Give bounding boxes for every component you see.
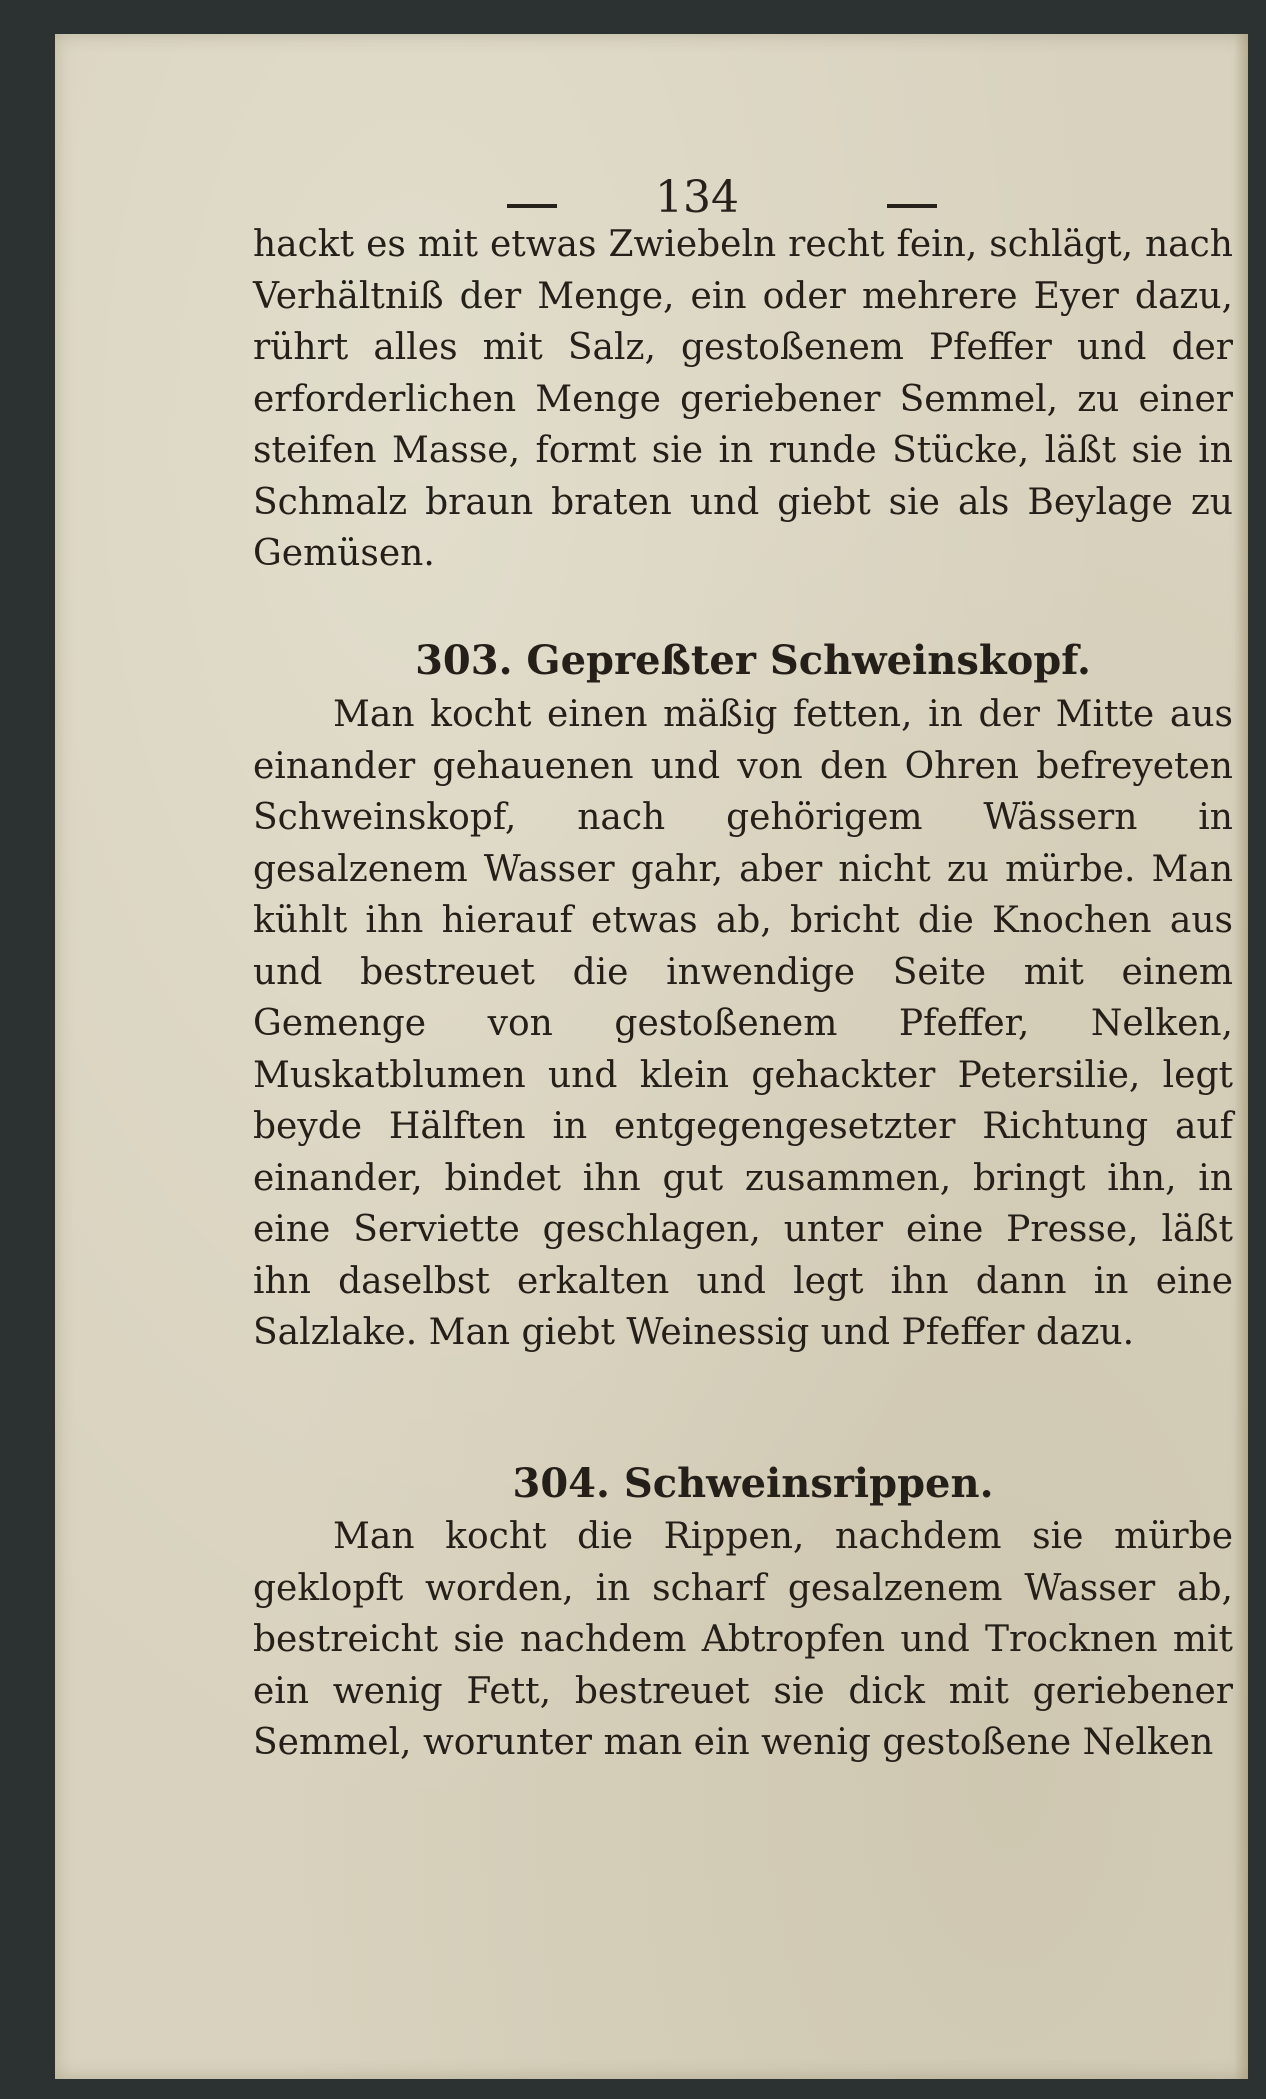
text-block-recipe-304 bbox=[253, 1511, 1233, 1769]
recipe-heading-303: 303. Gepreßter Schweinskopf. bbox=[415, 637, 1091, 684]
header-dash-left bbox=[507, 204, 557, 208]
text-block-continuation bbox=[253, 219, 1233, 580]
text-block-recipe-303 bbox=[253, 689, 1233, 1359]
book-page bbox=[55, 34, 1248, 2079]
recipe-body-304: Man kocht die Rippen, nachdem sie mürbe geklopft worden, in scharf gesalzenem Wasser ab, bestreicht sie nachdem Abtropfen und Trocknen mit ein wenig Fett, bestreuet sie dick mit geriebener Semmel, worunter man ein wenig gestoßene Nelken bbox=[253, 1516, 1233, 1763]
page-edge-shadow bbox=[1234, 34, 1248, 2079]
recipe-heading-304: 304. Schweinsrippen. bbox=[512, 1460, 994, 1507]
page-header bbox=[55, 164, 1248, 224]
recipe-body-303: Man kocht einen mäßig fetten, in der Mitte aus einander gehauenen und von den Ohren befreyeten Schweinskopf, nach gehörigem Wässern in gesalzenem Wasser gahr, aber nicht zu mürbe. Man kühlt ihn hierauf etwas ab, bricht die Knochen aus und bestreuet die inwendige Seite mit einem Gemenge von gestoßenem Pfeffer, Nelken, Muskatblumen und klein gehackter Petersilie, legt beyde Hälften in entgegengesetzter Richtung auf einander, bindet ihn gut zusammen, bringt ihn, in eine Serviette geschlagen, unter eine Presse, läßt ihn daselbst erkalten und legt ihn dann in eine Salzlake. Man giebt Weinessig und Pfeffer dazu. bbox=[253, 694, 1233, 1353]
header-dash-right bbox=[887, 204, 937, 208]
page-number: 134 bbox=[655, 172, 739, 223]
paragraph-continuation: hackt es mit etwas Zwiebeln recht fein, schlägt, nach Verhältniß der Menge, ein oder mehrere Eyer dazu, rührt alles mit Salz, gestoßenem Pfeffer und der erforderlichen Menge geriebener Semmel, zu einer steifen Masse, formt sie in runde Stücke, läßt sie in Schmalz braun braten und giebt sie als Beylage zu Gemüsen. bbox=[253, 224, 1233, 574]
